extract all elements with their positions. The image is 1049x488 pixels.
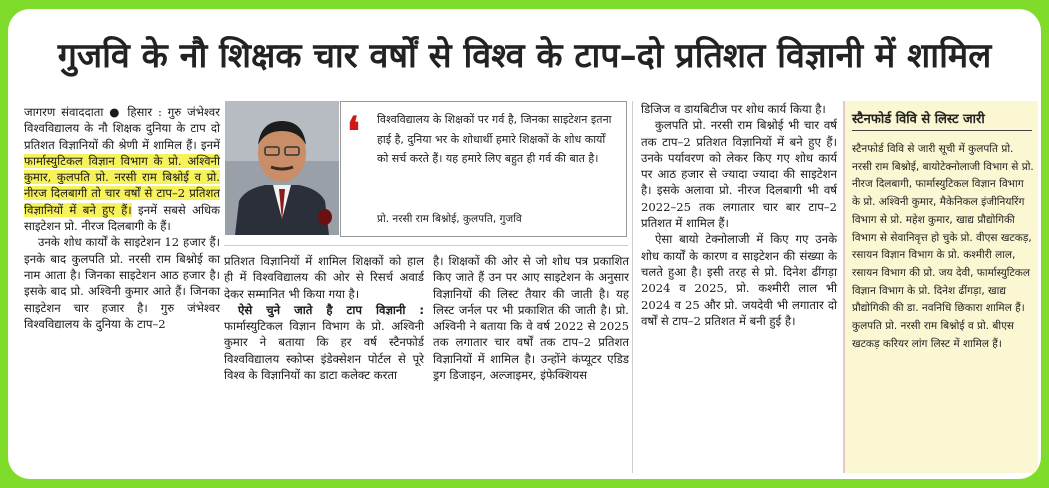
quote-mark-icon: ❛ [347, 108, 360, 155]
article-column-3 [433, 253, 629, 383]
paragraph: कुलपति प्रो. नरसी राम बिश्नोई भी चार वर्ष तक टाप–2 प्रतिशत विज्ञानियों में बने हुए हैं। उनके पर्यावरण को लेकर किए गए शोध कार्य पर आठ हजार से ज्यादा ज्यादा की साइटेशन है। इसके अलावा प्रो. नीरज दिलबागी भी वर्ष 2022–25 तक लगातार चार बार टाप–2 प्रतिशत में शामिल हैं। [641, 118, 837, 231]
text-run: इनमें सबसे अधिक साइटेशन प्रो. नीरज दिलबागी के हैं। [24, 202, 220, 234]
paragraph: उनके शोध कार्यों के साइटेशन 12 हजार हैं। इनके बाद कुलपति प्रो. नरसी राम बिश्नोई का नाम आता है। जिनका साइटेशन आठ हजार है। इसके बाद प्रो. अश्विनी कुमार आते हैं। जिनका साइटेशन चार हजार है। गुरु जंभेश्वर विश्वविद्यालय के दुनिया के टाप–2 [24, 235, 220, 331]
article-column-2 [224, 253, 424, 383]
divider [224, 245, 628, 246]
paragraph: डिजिज व डायबिटीज पर शोध कार्य किया है। [641, 102, 826, 116]
quote-text: विश्वविद्यालय के शिक्षकों पर गर्व है, जिनका साइटेशन इतना हाई है, दुनिया भर के शोधार्थी हमारे शिक्षकों के शोध कार्यों को सर्च करते हैं। यह हमारे लिए बहुत ही गर्व की बात है। [377, 113, 612, 165]
subheading: ऐसे चुने जाते है टाप विज्ञानी : [238, 302, 424, 317]
paragraph [24, 104, 220, 234]
sidebar-text: स्टैनफोर्ड विवि से जारी सूची में कुलपति प्रो. नरसी राम बिश्नोई, बायोटेक्नोलाजी विभाग से प्रो. नीरज दिलबागी, फार्मास्युटिकल विज्ञान विभाग के प्रो. अश्विनी कुमार, मैकेनिकल इंजीनियरिंग विभाग से प्रो. महेश कुमार, खाद्य प्रौद्योगिकी विभाग से सेवानिवृत्त हो चुके प्रो. वीएस खटकड़, रसायन विज्ञान विभाग के प्रो. कश्मीरी लाल, रसायन विभाग की प्रो. जय देवी, फार्मास्युटिकल विज्ञान विभाग के प्रो. दिनेश ढींगड़ा, खाद्य प्रौद्योगिकी की डा. नवनिधि छिकारा शामिल हैं। कुलपति प्रो. नरसी राम बिश्नोई व प्रो. बीएस खटकड़ करियर लांग लिस्ट में शामिल हैं। [852, 143, 1034, 350]
paragraph [224, 302, 424, 383]
sidebar-title: स्टैनफोर्ड विवि से लिस्ट जारी [852, 109, 1032, 131]
article-column-1 [24, 104, 220, 332]
quote-attribution: प्रो. नरसी राम बिश्नोई, कुलपति, गुजवि [377, 213, 522, 225]
article-column-4 [641, 101, 837, 329]
text-run: फार्मास्युटिकल विज्ञान विभाग के प्रो. अश्विनी कुमार ने बताया कि हर वर्ष स्टैनफोर्ड विश्वविद्यालय स्कोप्स इंडेक्सेशन पोर्टल से पूरे विश्व के विज्ञानियों का डाटा कलेक्ट करता [224, 319, 424, 383]
divider [632, 101, 633, 473]
portrait-photo [225, 101, 339, 235]
text-run: जागरण संवाददाता ● हिसार : गुरु जंभेश्वर विश्वविद्यालय के नौ शिक्षक दुनिया के टाप दो प्रतिशत विज्ञानियों की श्रेणी में शामिल हैं। इनमें [24, 105, 220, 152]
highlighted-text: फार्मास्युटिकल विज्ञान विभाग के प्रो. अश्विनी कुमार, कुलपति प्रो. नरसी राम बिश्नोई व प्रो. नीरज दिलबागी तो चार वर्षों से टाप–2 प्रतिशत विज्ञानियों में बने हुए हैं। [24, 153, 220, 217]
headline: गुजवि के नौ शिक्षक चार वर्षों से विश्व के टाप–दो प्रतिशत विज्ञानी में शामिल [57, 36, 992, 76]
newspaper-clipping [8, 9, 1041, 479]
paragraph: ऐसा बायो टेक्नोलाजी में किए गए उनके शोध कार्यों के कारण व साइटेशन की संख्या के चलते हुआ है। इसी तरह से प्रो. दिनेश ढींगड़ा 2024 व 2025, प्रो. कश्मीरी लाल भी 2024 व 25 और प्रो. जयदेवी भी लगातार दो वर्षों से टाप–2 प्रतिशत में बनी हुई है। [641, 232, 837, 328]
sidebar-box [843, 101, 1038, 473]
paragraph: प्रतिशत विज्ञानियों में शामिल शिक्षकों को हाल ही में विश्वविद्यालय की ओर से रिसर्च अवार्ड देकर सम्मानित भी किया गया है। [224, 254, 424, 301]
person-photo-icon [225, 101, 339, 235]
paragraph: है। शिक्षकों की ओर से जो शोध पत्र प्रकाशित किए जाते हैं उन पर आए साइटेशन के अनुसार विज्ञानियों की लिस्ट तैयार की जाती है। यह लिस्ट जर्नल पर भी प्रकाशित की जाती है। प्रो. अश्विनी ने बताया कि वे वर्ष 2022 से 2025 तक लगातार चार वर्षों तक टाप–2 प्रतिशत विज्ञानियों में शामिल है। उन्होंने कंप्यूटर एडिड ड्रग डिजाइन, अल्जाइमर, इंफेक्शियस [433, 254, 629, 383]
quote-box [340, 101, 627, 237]
